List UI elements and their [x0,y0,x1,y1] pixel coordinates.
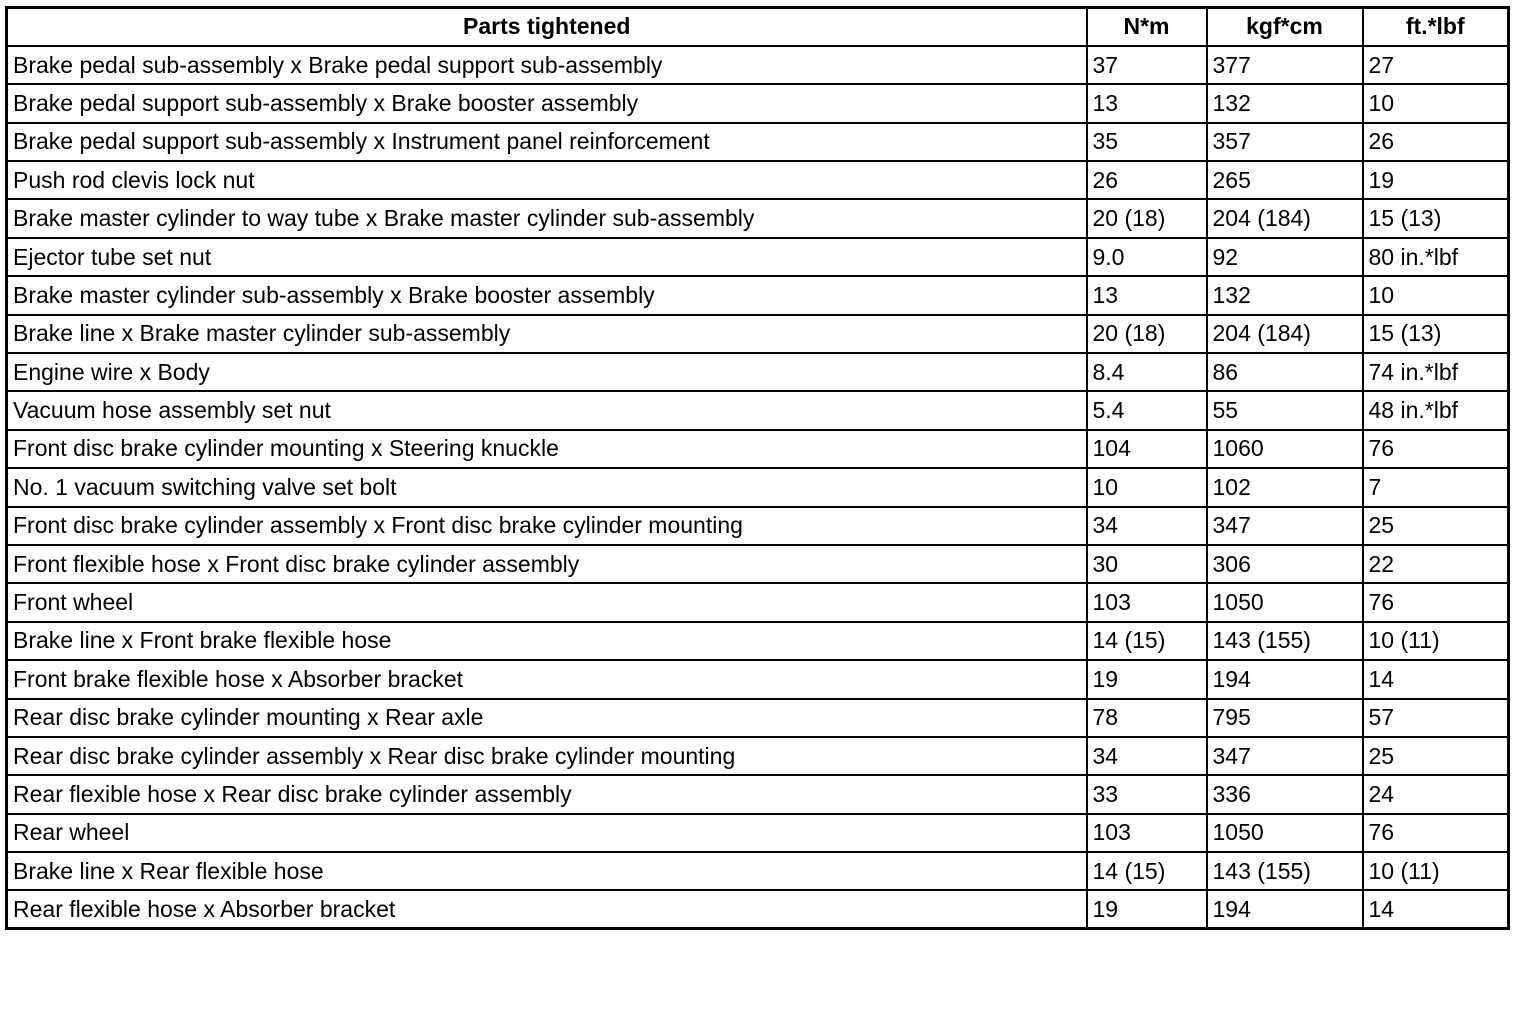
table-row [7,46,1509,84]
cell-part-tightened: Brake line x Rear flexible hose [7,852,1087,890]
cell-part-tightened: Rear disc brake cylinder assembly x Rear disc brake cylinder mounting [7,737,1087,775]
cell-part-tightened: Brake line x Brake master cylinder sub-assembly [7,315,1087,353]
cell-ft-lbf: 25 [1363,507,1509,545]
cell-nm: 20 (18) [1087,315,1207,353]
cell-kgf-cm: 1050 [1207,583,1363,621]
cell-nm: 19 [1087,660,1207,698]
cell-nm: 26 [1087,161,1207,199]
cell-kgf-cm: 194 [1207,890,1363,928]
cell-nm: 30 [1087,545,1207,583]
cell-nm: 37 [1087,46,1207,84]
cell-ft-lbf: 10 (11) [1363,622,1509,660]
cell-kgf-cm: 265 [1207,161,1363,199]
cell-kgf-cm: 204 (184) [1207,199,1363,237]
cell-nm: 20 (18) [1087,199,1207,237]
table-row [7,507,1509,545]
cell-part-tightened: Front wheel [7,583,1087,621]
cell-nm: 19 [1087,890,1207,928]
cell-nm: 34 [1087,737,1207,775]
cell-part-tightened: Rear flexible hose x Rear disc brake cylinder assembly [7,775,1087,813]
cell-part-tightened: Front disc brake cylinder mounting x Steering knuckle [7,430,1087,468]
cell-part-tightened: Engine wire x Body [7,353,1087,391]
cell-kgf-cm: 377 [1207,46,1363,84]
cell-kgf-cm: 132 [1207,276,1363,314]
cell-nm: 33 [1087,775,1207,813]
cell-ft-lbf: 80 in.*lbf [1363,238,1509,276]
cell-kgf-cm: 336 [1207,775,1363,813]
cell-ft-lbf: 10 [1363,84,1509,122]
cell-ft-lbf: 7 [1363,468,1509,506]
cell-ft-lbf: 48 in.*lbf [1363,391,1509,429]
cell-nm: 9.0 [1087,238,1207,276]
table-row [7,890,1509,928]
table-row [7,660,1509,698]
header-row [7,8,1509,46]
cell-nm: 13 [1087,276,1207,314]
table-row [7,238,1509,276]
cell-ft-lbf: 10 (11) [1363,852,1509,890]
table-row [7,430,1509,468]
header-nm: N*m [1087,8,1207,46]
cell-nm: 34 [1087,507,1207,545]
cell-ft-lbf: 14 [1363,660,1509,698]
table-body [7,46,1509,929]
cell-part-tightened: Front brake flexible hose x Absorber bracket [7,660,1087,698]
table-row [7,391,1509,429]
cell-ft-lbf: 76 [1363,583,1509,621]
cell-kgf-cm: 795 [1207,699,1363,737]
cell-ft-lbf: 57 [1363,699,1509,737]
cell-kgf-cm: 86 [1207,353,1363,391]
cell-ft-lbf: 15 (13) [1363,199,1509,237]
table-row [7,814,1509,852]
cell-nm: 8.4 [1087,353,1207,391]
cell-ft-lbf: 15 (13) [1363,315,1509,353]
cell-part-tightened: Rear disc brake cylinder mounting x Rear axle [7,699,1087,737]
table-row [7,699,1509,737]
cell-ft-lbf: 76 [1363,814,1509,852]
cell-part-tightened: Brake pedal support sub-assembly x Brake booster assembly [7,84,1087,122]
table-row [7,468,1509,506]
table-row [7,123,1509,161]
cell-part-tightened: Brake master cylinder sub-assembly x Brake booster assembly [7,276,1087,314]
cell-part-tightened: Brake pedal sub-assembly x Brake pedal support sub-assembly [7,46,1087,84]
table-row [7,276,1509,314]
cell-kgf-cm: 92 [1207,238,1363,276]
cell-kgf-cm: 55 [1207,391,1363,429]
header-parts-tightened: Parts tightened [7,8,1087,46]
cell-part-tightened: Vacuum hose assembly set nut [7,391,1087,429]
table-row [7,737,1509,775]
table-row [7,622,1509,660]
cell-kgf-cm: 357 [1207,123,1363,161]
cell-part-tightened: Brake line x Front brake flexible hose [7,622,1087,660]
cell-part-tightened: Rear wheel [7,814,1087,852]
cell-ft-lbf: 26 [1363,123,1509,161]
cell-ft-lbf: 24 [1363,775,1509,813]
cell-nm: 13 [1087,84,1207,122]
cell-ft-lbf: 27 [1363,46,1509,84]
cell-kgf-cm: 204 (184) [1207,315,1363,353]
cell-kgf-cm: 1060 [1207,430,1363,468]
table-row [7,775,1509,813]
cell-ft-lbf: 74 in.*lbf [1363,353,1509,391]
table-row [7,583,1509,621]
cell-kgf-cm: 143 (155) [1207,622,1363,660]
cell-kgf-cm: 1050 [1207,814,1363,852]
cell-nm: 78 [1087,699,1207,737]
table-header [7,8,1509,46]
cell-part-tightened: Push rod clevis lock nut [7,161,1087,199]
cell-ft-lbf: 25 [1363,737,1509,775]
cell-kgf-cm: 102 [1207,468,1363,506]
cell-part-tightened: No. 1 vacuum switching valve set bolt [7,468,1087,506]
cell-ft-lbf: 14 [1363,890,1509,928]
cell-part-tightened: Front flexible hose x Front disc brake cylinder assembly [7,545,1087,583]
cell-kgf-cm: 143 (155) [1207,852,1363,890]
cell-ft-lbf: 22 [1363,545,1509,583]
torque-specification-table [5,6,1510,930]
table-row [7,84,1509,122]
cell-ft-lbf: 19 [1363,161,1509,199]
table-row [7,545,1509,583]
cell-nm: 103 [1087,583,1207,621]
cell-part-tightened: Ejector tube set nut [7,238,1087,276]
header-kgf-cm: kgf*cm [1207,8,1363,46]
table-row [7,315,1509,353]
cell-kgf-cm: 347 [1207,507,1363,545]
table-row [7,852,1509,890]
cell-nm: 104 [1087,430,1207,468]
cell-nm: 5.4 [1087,391,1207,429]
cell-kgf-cm: 194 [1207,660,1363,698]
cell-part-tightened: Brake pedal support sub-assembly x Instrument panel reinforcement [7,123,1087,161]
cell-part-tightened: Front disc brake cylinder assembly x Front disc brake cylinder mounting [7,507,1087,545]
table-row [7,161,1509,199]
table-row [7,353,1509,391]
cell-nm: 14 (15) [1087,852,1207,890]
header-ft-lbf: ft.*lbf [1363,8,1509,46]
cell-nm: 103 [1087,814,1207,852]
cell-nm: 14 (15) [1087,622,1207,660]
cell-kgf-cm: 132 [1207,84,1363,122]
cell-part-tightened: Brake master cylinder to way tube x Brake master cylinder sub-assembly [7,199,1087,237]
cell-ft-lbf: 10 [1363,276,1509,314]
cell-kgf-cm: 347 [1207,737,1363,775]
cell-kgf-cm: 306 [1207,545,1363,583]
cell-nm: 10 [1087,468,1207,506]
cell-part-tightened: Rear flexible hose x Absorber bracket [7,890,1087,928]
table-row [7,199,1509,237]
cell-nm: 35 [1087,123,1207,161]
cell-ft-lbf: 76 [1363,430,1509,468]
